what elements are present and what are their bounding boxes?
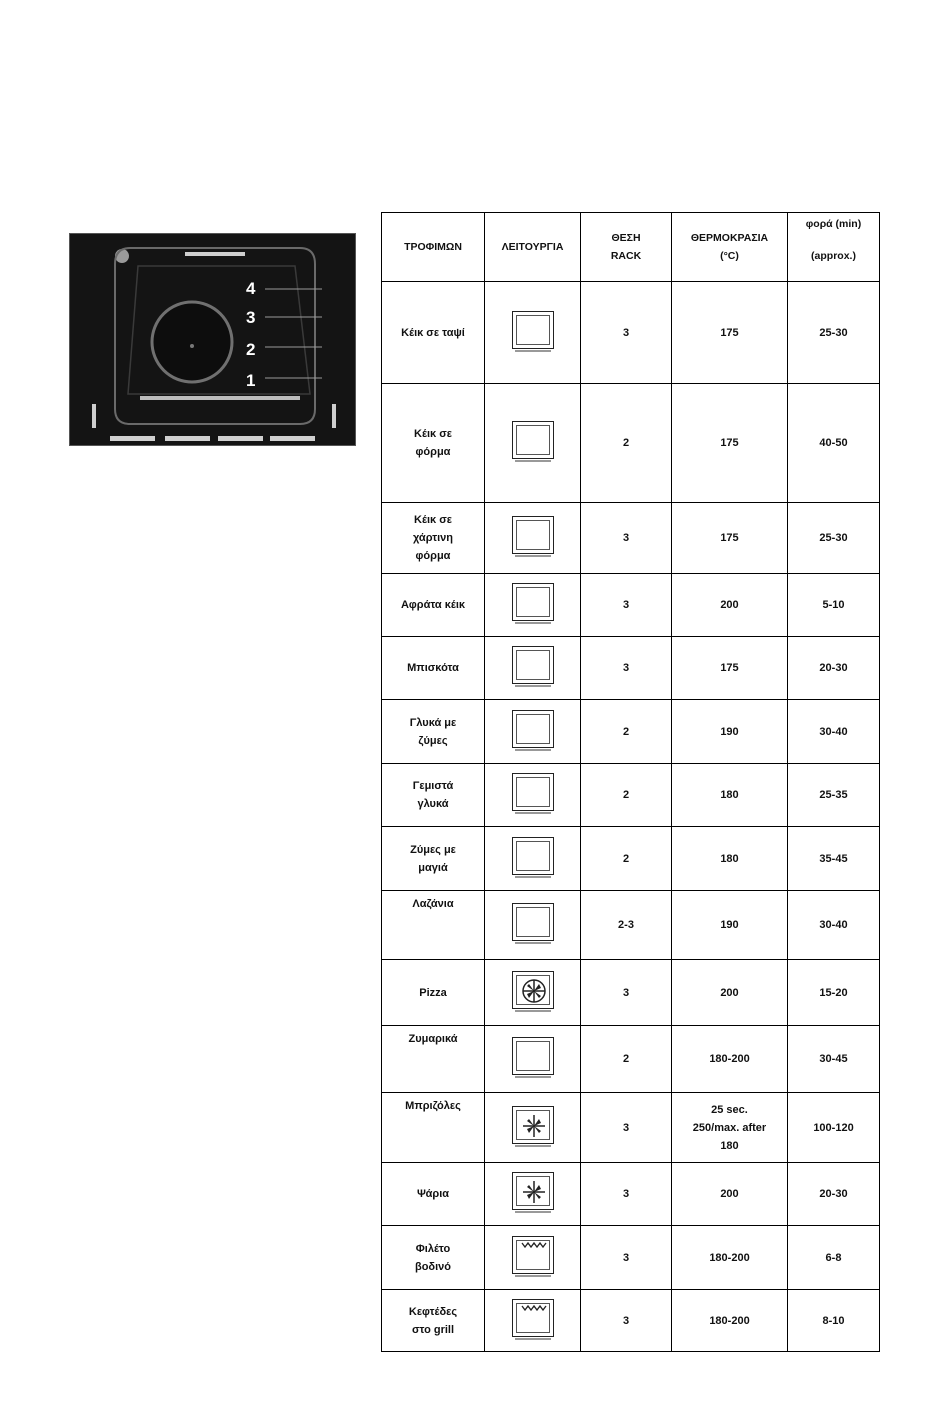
temperature-cell: 200 [672,960,788,1026]
header-temperature [672,213,788,282]
time-cell: 25-30 [788,503,880,574]
time-cell: 35-45 [788,827,880,891]
table-header-row [382,213,880,282]
conventional-heat-icon [512,1037,554,1075]
time-cell: 30-40 [788,891,880,960]
conventional-heat-icon [512,710,554,748]
food-name-cell: Γεμιστά γλυκά [382,764,485,827]
time-cell: 25-35 [788,764,880,827]
temperature-cell: 190 [672,700,788,764]
grill-icon [512,1236,554,1274]
food-name-cell: Ζύμες με μαγιά [382,827,485,891]
temperature-cell: 25 sec. 250/max. after 180 [672,1093,788,1163]
time-cell: 30-45 [788,1026,880,1093]
function-cell [485,764,581,827]
rack-position-cell: 3 [581,282,672,384]
function-cell [485,827,581,891]
grill-icon [512,1299,554,1337]
food-name-cell: Γλυκά με ζύμες [382,700,485,764]
fan-heat-icon [512,971,554,1009]
table-row [382,637,880,700]
function-cell [485,1093,581,1163]
table-row [382,827,880,891]
function-cell [485,574,581,637]
table-row [382,1163,880,1226]
rack-position-cell: 3 [581,1290,672,1352]
header-rack [581,213,672,282]
time-cell: 100-120 [788,1093,880,1163]
rack-position-cell: 2 [581,1026,672,1093]
header-temp-line1: ΘΕΡΜΟΚΡΑΣΙΑ [690,232,769,244]
fan-icon [512,1106,554,1144]
function-cell [485,891,581,960]
oven-rack-diagram [69,233,356,446]
oven-cavity-illustration [70,234,357,447]
rack-number-2: 2 [246,340,256,359]
function-cell [485,1026,581,1093]
food-name-cell: Μπριζόλες [382,1093,485,1163]
rack-position-cell: 3 [581,1226,672,1290]
temperature-cell: 175 [672,384,788,503]
food-name-cell: Κέικ σε ταψί [382,282,485,384]
rack-position-cell: 2 [581,700,672,764]
rack-position-cell: 3 [581,1163,672,1226]
table-row [382,282,880,384]
rack-number-3: 3 [246,308,256,327]
function-cell [485,637,581,700]
function-cell [485,1290,581,1352]
temperature-cell: 180 [672,827,788,891]
table-row [382,891,880,960]
temperature-cell: 175 [672,503,788,574]
fan-icon [512,1172,554,1210]
header-temp-line2: (°C) [720,250,739,262]
food-name-cell: Κέικ σε φόρμα [382,384,485,503]
function-cell [485,282,581,384]
temperature-cell: 180-200 [672,1226,788,1290]
food-name-cell: Λαζάνια [382,891,485,960]
food-name-cell: Κεφτέδες στο grill [382,1290,485,1352]
time-cell: 20-30 [788,1163,880,1226]
table-row [382,960,880,1026]
function-cell [485,1163,581,1226]
temperature-cell: 200 [672,574,788,637]
temperature-cell: 180 [672,764,788,827]
food-name-cell: Ζυμαρικά [382,1026,485,1093]
table-row [382,764,880,827]
function-cell [485,700,581,764]
time-cell: 40-50 [788,384,880,503]
temperature-cell: 200 [672,1163,788,1226]
conventional-heat-icon [512,516,554,554]
temperature-cell: 175 [672,282,788,384]
time-cell: 6-8 [788,1226,880,1290]
table-row [382,1226,880,1290]
conventional-heat-icon [512,646,554,684]
time-cell: 8-10 [788,1290,880,1352]
food-name-cell: Κέικ σε χάρτινη φόρμα [382,503,485,574]
temperature-cell: 180-200 [672,1026,788,1093]
function-cell [485,960,581,1026]
food-name-cell: Μπισκότα [382,637,485,700]
function-cell [485,503,581,574]
temperature-cell: 180-200 [672,1290,788,1352]
table-row [382,700,880,764]
function-cell [485,384,581,503]
food-name-cell: Pizza [382,960,485,1026]
rack-number-1: 1 [246,371,256,390]
header-time [788,213,880,282]
temperature-cell: 175 [672,637,788,700]
table-row [382,503,880,574]
table-row [382,1290,880,1352]
header-time-line1: φορά (min) [805,218,862,230]
header-time-line2: (approx.) [811,250,856,262]
table-row [382,1093,880,1163]
header-function: ΛΕΙΤΟΥΡΓΙΑ [485,213,581,282]
rack-position-cell: 2 [581,384,672,503]
food-name-cell: Φιλέτο βοδινό [382,1226,485,1290]
food-name-cell: Αφράτα κέικ [382,574,485,637]
rack-position-cell: 3 [581,503,672,574]
conventional-heat-icon [512,421,554,459]
conventional-heat-icon [512,837,554,875]
header-rack-line1: ΘΕΣΗ [611,232,641,244]
header-rack-line2: RACK [610,250,642,262]
rack-position-cell: 3 [581,574,672,637]
conventional-heat-icon [512,583,554,621]
function-cell [485,1226,581,1290]
conventional-heat-icon [512,311,554,349]
time-cell: 25-30 [788,282,880,384]
time-cell: 5-10 [788,574,880,637]
rack-position-cell: 3 [581,960,672,1026]
rack-position-cell: 2-3 [581,891,672,960]
time-cell: 30-40 [788,700,880,764]
rack-number-4: 4 [246,279,256,298]
rack-position-cell: 3 [581,637,672,700]
temperature-cell: 190 [672,891,788,960]
time-cell: 20-30 [788,637,880,700]
rack-position-cell: 3 [581,1093,672,1163]
rack-position-cell: 2 [581,764,672,827]
table-row [382,574,880,637]
time-cell: 15-20 [788,960,880,1026]
conventional-heat-icon [512,903,554,941]
table-row [382,1026,880,1093]
table-row [382,384,880,503]
rack-position-cell: 2 [581,827,672,891]
cooking-table [381,212,880,1352]
conventional-heat-icon [512,773,554,811]
food-name-cell: Ψάρια [382,1163,485,1226]
header-food: ΤΡΟΦΙΜΩΝ [382,213,485,282]
